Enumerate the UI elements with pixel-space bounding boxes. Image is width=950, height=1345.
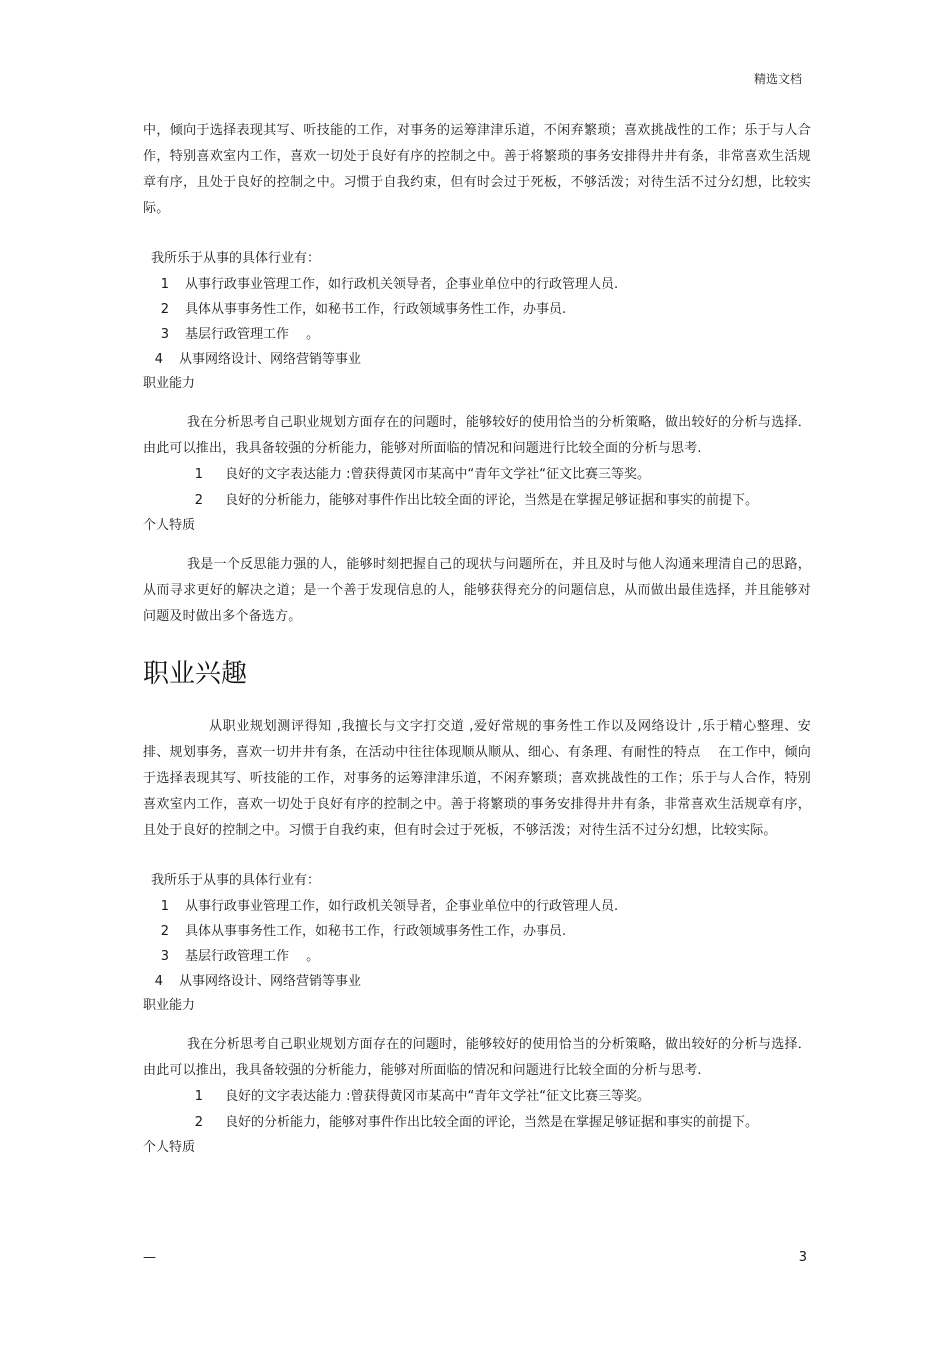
list-item: 2 具体从事事务性工作，如秘书工作，行政领域事务性工作，办事员.	[160, 924, 567, 939]
interest-paragraph-continued: 中，倾向于选择表现其写、听技能的工作，对事务的运筹津津乐道，不闲弃繁琐；喜欢挑战性的工作；乐于与人合作，特别喜欢室内工作，喜欢一切处于良好有序的控制之中。善于将繁琐的事务安排得井井有条，非常喜欢生活规章有序，且处于良好的控制之中。习惯于自我约束，但有时会过于死板，不够活泼；对待生活不过分幻想，比较实际。	[143, 123, 811, 216]
list-item: 3 基层行政管理工作 。	[160, 949, 320, 964]
header-label: 精选文档	[753, 72, 802, 86]
list-item: 4 从事网络设计、网络营销等事业	[154, 352, 362, 367]
list-item: 2 具体从事事务性工作，如秘书工作，行政领域事务性工作，办事员.	[160, 302, 567, 317]
ability-paragraph: 我在分析思考自己职业规划方面存在的问题时，能够较好的使用恰当的分析策略，做出较好的分析与选择．由此可以推出，我具备较强的分析能力，能够对所面临的情况和问题进行比较全面的分析与思考.	[143, 1037, 811, 1078]
industry-intro: 我所乐于从事的具体行业有：	[151, 873, 321, 888]
ability-paragraph: 我在分析思考自己职业规划方面存在的问题时，能够较好的使用恰当的分析策略，做出较好的分析与选择．由此可以推出，我具备较强的分析能力，能够对所面临的情况和问题进行比较全面的分析与思考.	[143, 415, 811, 456]
section-title: 职业兴趣	[143, 659, 248, 689]
list-item: 1 从事行政事业管理工作，如行政机关领导者，企事业单位中的行政管理人员.	[160, 277, 619, 292]
list-item: 2 良好的分析能力，能够对事件作出比较全面的评论，当然是在掌握足够证据和事实的前提下。	[194, 1115, 759, 1130]
ability-list	[143, 462, 811, 514]
industry-list	[143, 894, 811, 994]
ability-list	[143, 1084, 811, 1136]
ability-heading: 职业能力	[143, 376, 196, 391]
list-item: 1 良好的文字表达能力 :曾获得黄冈市某高中“青年文学社“征文比赛三等奖。	[194, 467, 650, 482]
list-item: 3 基层行政管理工作 。	[160, 327, 320, 342]
footer-dash: —	[143, 1250, 156, 1265]
page-number: 3	[798, 1250, 807, 1265]
industry-intro: 我所乐于从事的具体行业有：	[151, 251, 321, 266]
list-item: 4 从事网络设计、网络营销等事业	[154, 974, 362, 989]
page-content	[143, 118, 811, 1160]
industry-list	[143, 272, 811, 372]
interest-paragraph: 从职业规划测评得知 ,我擅长与文字打交道 ,爱好常规的事务性工作以及网络设计 ,乐于精心整理、安排、规划事务，喜欢一切井井有条，在活动中往往体现顺从顺从、细心、有条理、有耐性的特点 在工作中，倾向于选择表现其写、听技能的工作，对事务的运筹津津乐道，不闲弃繁琐；喜欢挑战性的工作；乐于与人合作，特别喜欢室内工作，喜欢一切处于良好有序的控制之中。善于将繁琐的事务安排得井井有条，非常喜欢生活规章有序，且处于良好的控制之中。习惯于自我约束，但有时会过于死板，不够活泼；对待生活不过分幻想，比较实际。	[143, 719, 811, 838]
trait-heading: 个人特质	[143, 1140, 196, 1155]
ability-heading: 职业能力	[143, 998, 196, 1013]
list-item: 2 良好的分析能力，能够对事件作出比较全面的评论，当然是在掌握足够证据和事实的前提下。	[194, 493, 759, 508]
list-item: 1 良好的文字表达能力 :曾获得黄冈市某高中“青年文学社“征文比赛三等奖。	[194, 1089, 650, 1104]
list-item: 1 从事行政事业管理工作，如行政机关领导者，企事业单位中的行政管理人员.	[160, 899, 619, 914]
trait-paragraph: 我是一个反思能力强的人，能够时刻把握自己的现状与问题所在，并且及时与他人沟通来理清自己的思路，从而寻求更好的解决之道；是一个善于发现信息的人，能够获得充分的问题信息，从而做出最佳选择，并且能够对问题及时做出多个备选方。	[143, 557, 811, 624]
trait-heading: 个人特质	[143, 518, 196, 533]
